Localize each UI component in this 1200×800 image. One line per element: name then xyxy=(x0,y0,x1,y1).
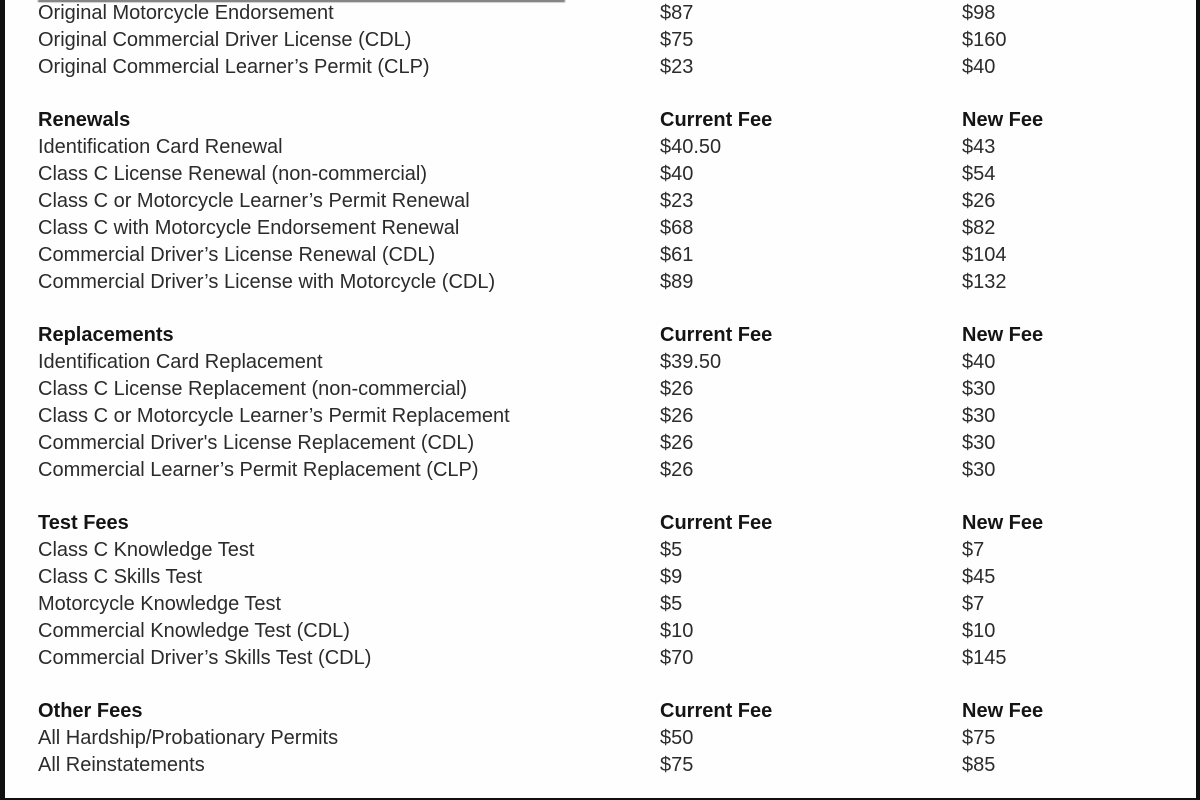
new-fee-value: $43 xyxy=(962,136,996,158)
fee-row xyxy=(38,618,1200,645)
new-fee-value: $104 xyxy=(962,244,1007,266)
new-fee-value: $45 xyxy=(962,566,996,588)
new-fee-value: $7 xyxy=(962,539,985,561)
section-spacer xyxy=(38,81,1200,107)
fee-row xyxy=(38,725,1200,752)
current-fee-value: $75 xyxy=(660,29,694,51)
current-fee-value: $23 xyxy=(660,190,694,212)
new-fee-value: $7 xyxy=(962,593,985,615)
section-title: Test Fees xyxy=(38,512,129,534)
fee-row xyxy=(38,403,1200,430)
current-fee-value: $89 xyxy=(660,271,694,293)
fee-item-label: Class C or Motorcycle Learner’s Permit Renewal xyxy=(38,190,470,212)
section-title: Other Fees xyxy=(38,700,143,722)
current-fee-value: $40.50 xyxy=(660,136,722,158)
current-fee-value: $23 xyxy=(660,56,694,78)
section-header-row xyxy=(38,698,1200,725)
fee-row xyxy=(38,457,1200,484)
section-spacer xyxy=(38,672,1200,698)
current-fee-value: $26 xyxy=(660,432,694,454)
fee-item-label: All Reinstatements xyxy=(38,754,205,776)
new-fee-value: $30 xyxy=(962,432,996,454)
new-fee-value: $160 xyxy=(962,29,1007,51)
section-spacer xyxy=(38,296,1200,322)
current-fee-value: $10 xyxy=(660,620,694,642)
fee-row xyxy=(38,752,1200,779)
fee-item-label: Original Motorcycle Endorsement xyxy=(38,2,334,24)
fee-row xyxy=(38,0,1200,27)
current-fee-value: $5 xyxy=(660,539,683,561)
column-header-current-fee: Current Fee xyxy=(660,324,773,346)
current-fee-value: $68 xyxy=(660,217,694,239)
fee-item-label: All Hardship/Probationary Permits xyxy=(38,727,339,749)
fee-item-label: Class C Knowledge Test xyxy=(38,539,255,561)
new-fee-value: $10 xyxy=(962,620,996,642)
fee-row xyxy=(38,376,1200,403)
column-header-new-fee: New Fee xyxy=(962,700,1044,722)
fee-item-label: Class C License Replacement (non-commercial) xyxy=(38,378,468,400)
new-fee-value: $54 xyxy=(962,163,996,185)
new-fee-value: $40 xyxy=(962,351,996,373)
new-fee-value: $30 xyxy=(962,459,996,481)
column-header-new-fee: New Fee xyxy=(962,109,1044,131)
fee-item-label: Commercial Driver’s Skills Test (CDL) xyxy=(38,647,372,669)
current-fee-value: $61 xyxy=(660,244,694,266)
section-header-row xyxy=(38,322,1200,349)
fee-item-label: Identification Card Renewal xyxy=(38,136,283,158)
current-fee-value: $26 xyxy=(660,459,694,481)
fee-row xyxy=(38,430,1200,457)
fee-item-label: Motorcycle Knowledge Test xyxy=(38,593,282,615)
current-fee-value: $5 xyxy=(660,593,683,615)
current-fee-value: $26 xyxy=(660,405,694,427)
new-fee-value: $98 xyxy=(962,2,996,24)
fee-row xyxy=(38,54,1200,81)
current-fee-value: $39.50 xyxy=(660,351,722,373)
fee-row xyxy=(38,269,1200,296)
current-fee-value: $87 xyxy=(660,2,694,24)
current-fee-value: $75 xyxy=(660,754,694,776)
new-fee-value: $132 xyxy=(962,271,1007,293)
new-fee-value: $75 xyxy=(962,727,996,749)
fee-row xyxy=(38,27,1200,54)
fee-item-label: Original Commercial Driver License (CDL) xyxy=(38,29,412,51)
fee-row xyxy=(38,349,1200,376)
column-header-new-fee: New Fee xyxy=(962,512,1044,534)
column-header-current-fee: Current Fee xyxy=(660,700,773,722)
new-fee-value: $145 xyxy=(962,647,1007,669)
fee-item-label: Commercial Driver's License Replacement (CDL) xyxy=(38,432,475,454)
section-title: Replacements xyxy=(38,324,174,346)
left-border xyxy=(0,0,5,800)
fee-item-label: Class C or Motorcycle Learner’s Permit Replacement xyxy=(38,405,510,427)
fee-item-label: Class C with Motorcycle Endorsement Renewal xyxy=(38,217,460,239)
fee-row xyxy=(38,564,1200,591)
new-fee-value: $40 xyxy=(962,56,996,78)
right-border xyxy=(1196,0,1200,800)
fee-item-label: Commercial Driver’s License with Motorcycle (CDL) xyxy=(38,271,496,293)
fee-row xyxy=(38,645,1200,672)
fee-item-label: Commercial Driver’s License Renewal (CDL) xyxy=(38,244,436,266)
fee-item-label: Commercial Knowledge Test (CDL) xyxy=(38,620,350,642)
fee-row xyxy=(38,134,1200,161)
fee-item-label: Identification Card Replacement xyxy=(38,351,323,373)
section-title: Renewals xyxy=(38,109,131,131)
current-fee-value: $26 xyxy=(660,378,694,400)
current-fee-value: $40 xyxy=(660,163,694,185)
column-header-current-fee: Current Fee xyxy=(660,512,773,534)
fee-item-label: Class C License Renewal (non-commercial) xyxy=(38,163,428,185)
new-fee-value: $30 xyxy=(962,405,996,427)
section-header-row xyxy=(38,107,1200,134)
current-fee-value: $50 xyxy=(660,727,694,749)
column-header-new-fee: New Fee xyxy=(962,324,1044,346)
new-fee-value: $85 xyxy=(962,754,996,776)
current-fee-value: $9 xyxy=(660,566,683,588)
fee-row xyxy=(38,591,1200,618)
fee-row xyxy=(38,215,1200,242)
fee-row xyxy=(38,242,1200,269)
fee-item-label: Original Commercial Learner’s Permit (CLP) xyxy=(38,56,430,78)
current-fee-value: $70 xyxy=(660,647,694,669)
fee-item-label: Class C Skills Test xyxy=(38,566,203,588)
fee-row xyxy=(38,161,1200,188)
new-fee-value: $82 xyxy=(962,217,996,239)
fee-row xyxy=(38,537,1200,564)
new-fee-value: $30 xyxy=(962,378,996,400)
fee-item-label: Commercial Learner’s Permit Replacement (CLP) xyxy=(38,459,479,481)
column-header-current-fee: Current Fee xyxy=(660,109,773,131)
new-fee-value: $26 xyxy=(962,190,996,212)
fee-row xyxy=(38,188,1200,215)
section-spacer xyxy=(38,484,1200,510)
section-header-row xyxy=(38,510,1200,537)
